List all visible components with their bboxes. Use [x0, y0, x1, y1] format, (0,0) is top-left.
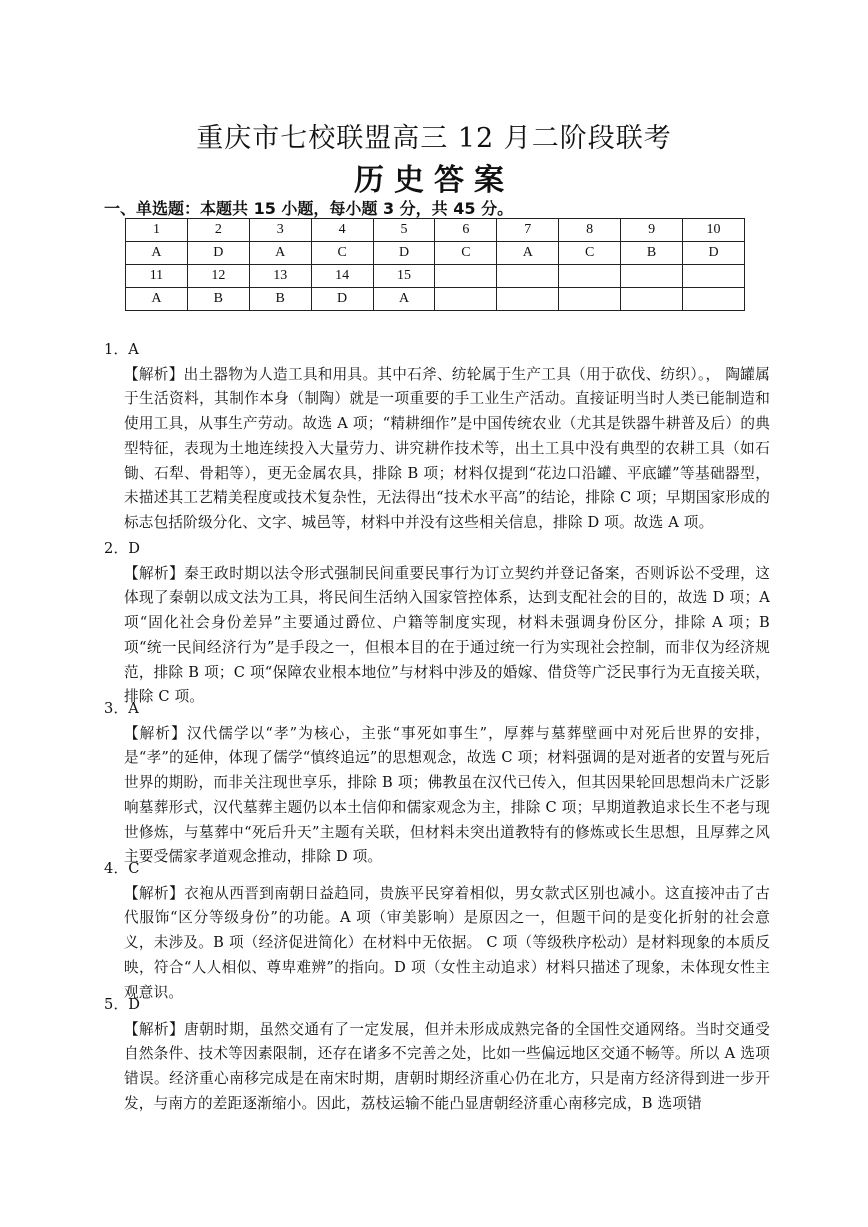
question-4 [104, 857, 770, 1005]
answer-row [126, 288, 745, 311]
table-cell: A [126, 288, 188, 311]
table-cell [683, 288, 745, 311]
table-cell [497, 288, 559, 311]
table-cell [497, 265, 559, 288]
table-cell: 9 [621, 219, 683, 242]
table-cell: 15 [373, 265, 435, 288]
question-number: 5．D [104, 996, 141, 1013]
table-cell: D [187, 242, 249, 265]
page-subtitle: 历史答案 [354, 163, 514, 198]
table-cell: A [373, 288, 435, 311]
table-cell: 7 [497, 219, 559, 242]
table-cell: C [435, 242, 497, 265]
table-cell: 14 [311, 265, 373, 288]
table-cell: C [311, 242, 373, 265]
page-title: 重庆市七校联盟高三 12 月二阶段联考 [196, 123, 672, 154]
question-number: 2．D [104, 540, 141, 557]
table-cell: C [559, 242, 621, 265]
table-cell: 1 [126, 219, 188, 242]
table-cell: 12 [187, 265, 249, 288]
table-cell: 6 [435, 219, 497, 242]
question-3 [104, 697, 770, 870]
analysis-text: 秦王政时期以法令形式强制民间重要民事行为订立契约并登记备案，否则诉讼不受理，这体现了秦朝以成文法为工具，将民间生活纳入国家管控体系，达到支配社会的目的，故选 D 项；A 项“固化社会身份差异”主要通过爵位、户籍等制度实现，材料未强调身份区分，排除 A 项；B 项“统一民间经济行为”是手段之一，但根本目的在于通过统一行为实现社会控制，而非仅为经济规范，排除 B 项；C 项“保障农业根本地位”与材料中涉及的婚嫁、借贷等广泛民事行为无直接关联，排除 C 项。 [124, 564, 770, 706]
table-cell: 5 [373, 219, 435, 242]
table-cell: B [621, 242, 683, 265]
analysis-tag: 【解析】 [124, 365, 184, 383]
table-cell [683, 265, 745, 288]
table-cell [621, 288, 683, 311]
question-analysis [104, 1018, 770, 1117]
table-cell: D [373, 242, 435, 265]
analysis-tag: 【解析】 [124, 724, 187, 742]
analysis-text: 出土器物为人造工具和用具。其中石斧、纺轮属于生产工具（用于砍伐、纺织）。， 陶罐属于生活资料，其制作本身（制陶）就是一项重要的手工业生产活动。直接证明当时人类已能制造和使用工具，从事生产劳动。故选 A 项；“精耕细作”是中国传统农业（尤其是铁器牛耕普及后）的典型特征，表现为土地连续投入大量劳力、讲究耕作技术等，出土工具中没有典型的农耕工具（如石锄、石犁、骨耜等），更无金属农具，排除 B 项；材料仅提到“花边口沿罐、平底罐”等基础器型，未描述其工艺精美程度或技术复杂性，无法得出“技术水平高”的结论，排除 C 项；早期国家形成的标志包括阶级分化、文字、城邑等，材料中并没有这些相关信息，排除 D 项。故选 A 项。 [124, 365, 770, 531]
table-cell: A [249, 242, 311, 265]
table-cell: 3 [249, 219, 311, 242]
question-number: 4．C [104, 860, 140, 877]
answer-table [125, 218, 745, 311]
analysis-text: 汉代儒学以“孝”为核心，主张“事死如事生”，厚葬与墓葬壁画中对死后世界的安排，是“孝”的延伸，体现了儒学“慎终追远”的思想观念，故选 C 项；材料强调的是对逝者的安置与死后世界的期盼，而非关注现世享乐，排除 B 项；佛教虽在汉代已传入，但其因果轮回思想尚未广泛影响墓葬形式，汉代墓葬主题仍以本土信仰和儒家观念为主，排除 C 项；早期道教追求长生不老与现世修炼，与墓葬中“死后升天”主题有关联，但材料未突出道教特有的修炼或长生思想，且厚葬之风主要受儒家孝道观念推动，排除 D 项。 [124, 724, 770, 866]
table-cell: D [683, 242, 745, 265]
table-cell: D [311, 288, 373, 311]
section-heading: 一、单选题：本题共 15 小题，每小题 3 分，共 45 分。 [104, 199, 514, 218]
table-cell [559, 265, 621, 288]
table-cell: 10 [683, 219, 745, 242]
question-1 [104, 338, 770, 536]
analysis-tag: 【解析】 [124, 1020, 185, 1038]
table-cell: 8 [559, 219, 621, 242]
answer-row [126, 242, 745, 265]
question-analysis [104, 562, 770, 710]
analysis-text: 唐朝时期，虽然交通有了一定发展，但并未形成成熟完备的全国性交通网络。当时交通受自然条件、技术等因素限制，还存在诸多不完善之处，比如一些偏远地区交通不畅等。所以 A 选项错误。经济重心南移完成是在南宋时期，唐朝时期经济重心仍在北方，只是南方经济得到进一步开发，与南方的差距逐渐缩小。因此，荔枝运输不能凸显唐朝经济重心南移完成，B 选项错 [124, 1020, 770, 1112]
table-cell: B [187, 288, 249, 311]
question-2 [104, 537, 770, 710]
table-cell [435, 288, 497, 311]
table-cell: 2 [187, 219, 249, 242]
table-cell: 11 [126, 265, 188, 288]
question-number: 3．A [104, 700, 140, 717]
table-cell [621, 265, 683, 288]
table-cell: B [249, 288, 311, 311]
analysis-text: 衣袍从西晋到南朝日益趋同，贵族平民穿着相似，男女款式区别也减小。这直接冲击了古代服饰“区分等级身份”的功能。A 项（审美影响）是原因之一，但题干问的是变化折射的社会意义，未涉及。B 项（经济促进简化）在材料中无依据。 C 项（等级秩序松动）是材料现象的本质反映，符合“人人相似、尊卑难辨”的指向。D 项（女性主动追求）材料只描述了现象，未体现女性主观意识。 [124, 884, 770, 1001]
question-number: 1．A [104, 341, 140, 358]
question-number-row [126, 219, 745, 242]
question-analysis [104, 722, 770, 870]
table-cell: 4 [311, 219, 373, 242]
table-cell: A [497, 242, 559, 265]
table-cell: 13 [249, 265, 311, 288]
analysis-tag: 【解析】 [124, 884, 185, 902]
question-5 [104, 993, 770, 1117]
table-cell: A [126, 242, 188, 265]
question-analysis [104, 882, 770, 1006]
analysis-tag: 【解析】 [124, 564, 185, 582]
question-analysis [104, 363, 770, 536]
table-cell [559, 288, 621, 311]
question-number-row [126, 265, 745, 288]
table-cell [435, 265, 497, 288]
